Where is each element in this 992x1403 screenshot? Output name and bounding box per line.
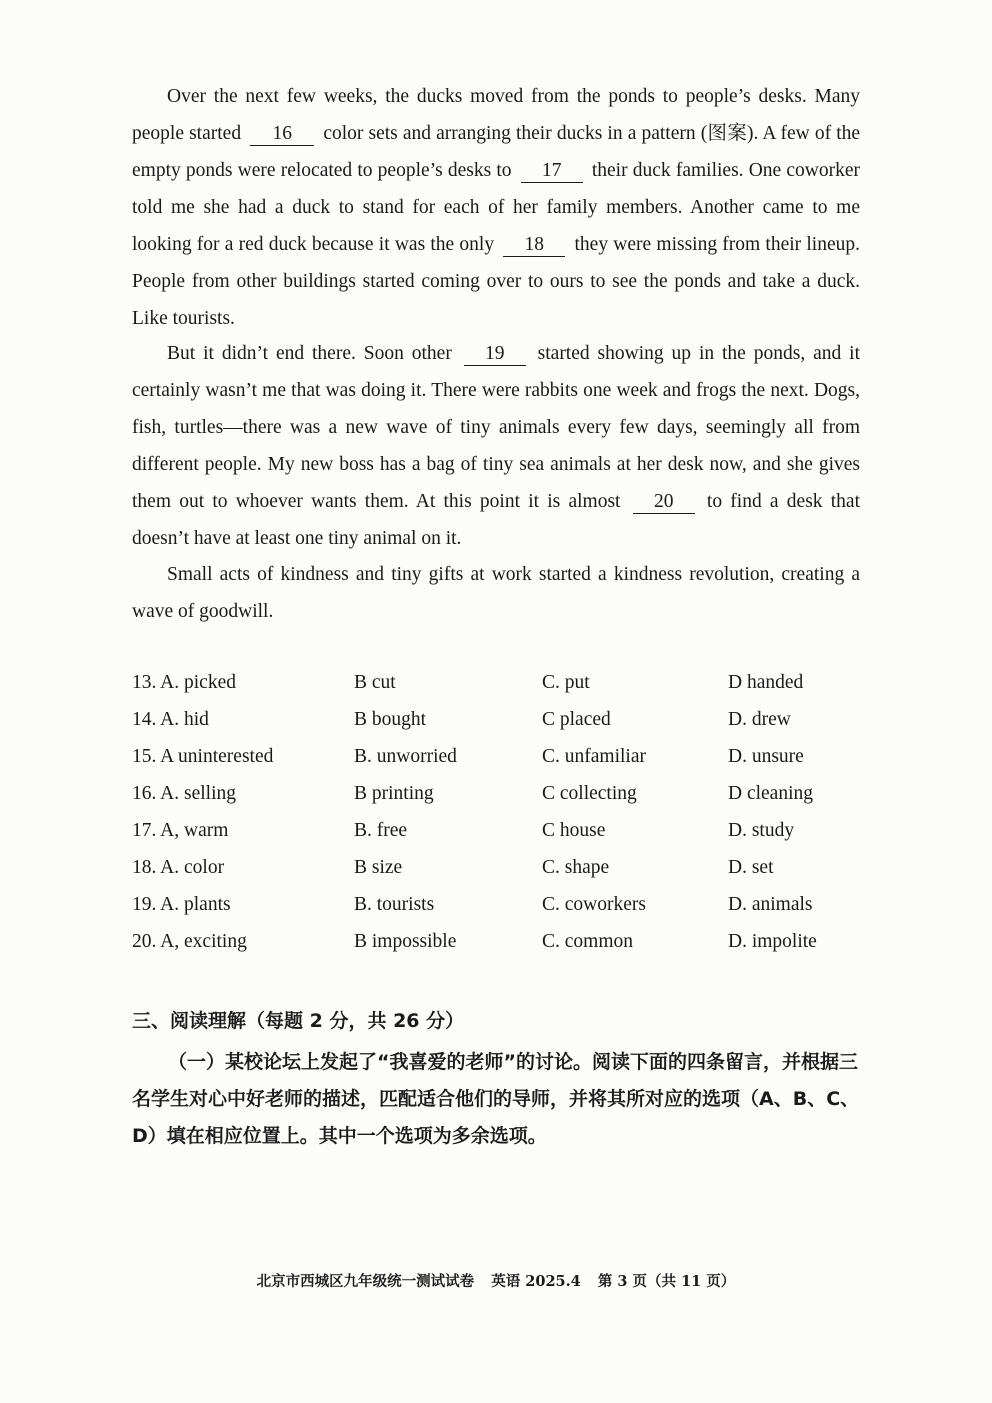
passage-text: to find a desk that doesn’t have at least one tiny animal on it.: [132, 491, 861, 549]
option-row-14: [132, 709, 872, 745]
blank-20: 20: [633, 491, 695, 514]
footer-exam-title: 北京市西城区九年级统一测试试卷: [256, 1273, 475, 1290]
option-d: D. set: [728, 857, 774, 878]
section-heading: 三、阅读理解（每题 2 分，共 26 分）: [132, 1010, 465, 1032]
option-b: B printing: [354, 783, 434, 804]
option-c: C. put: [542, 672, 590, 693]
option-b: B. free: [354, 820, 408, 841]
option-d: D handed: [728, 672, 804, 693]
option-a: 15. A uninterested: [132, 746, 274, 767]
footer-subject: 英语 2025.4: [491, 1273, 581, 1290]
blank-19: 19: [464, 343, 526, 366]
option-row-17: [132, 820, 872, 856]
option-row-16: [132, 783, 872, 819]
passage-text: Small acts of kindness and tiny gifts at work started a kindness revolution, creating a wave of goodwill.: [132, 564, 860, 622]
option-d: D cleaning: [728, 783, 814, 804]
option-b: B cut: [354, 672, 396, 693]
passage-text: color sets and arranging their ducks in a pattern (图案). A few of the empty ponds were relocated to people’s desks to: [132, 123, 861, 181]
page-footer: [0, 1270, 992, 1291]
option-row-20: [132, 931, 872, 967]
option-c: C. unfamiliar: [542, 746, 646, 767]
passage-text: started showing up in the ponds, and it certainly wasn’t me that was doing it. There were rabbits one week and frogs the next. Dogs, fish, turtles—there was a new wave of tiny animals every few days, seemingly all from different people. My new boss has a bag of tiny sea animals at her desk now, and she gives them out to whoever wants them. At this point it is almost: [132, 343, 861, 512]
option-c: C collecting: [542, 783, 637, 804]
option-c: C. shape: [542, 857, 610, 878]
option-d: D. animals: [728, 894, 813, 915]
option-c: C. coworkers: [542, 894, 646, 915]
option-c: C placed: [542, 709, 611, 730]
option-a: 14. A. hid: [132, 709, 209, 730]
option-row-15: [132, 746, 872, 782]
option-a: 16. A. selling: [132, 783, 237, 804]
option-row-18: [132, 857, 872, 893]
option-a: 20. A, exciting: [132, 931, 247, 952]
passage-paragraph-3: [132, 556, 860, 630]
option-a: 18. A. color: [132, 857, 225, 878]
option-row-19: [132, 894, 872, 930]
blank-17: 17: [521, 160, 583, 183]
passage-text: they were missing from their lineup. People from other buildings started coming over to ours to see the ponds and take a duck. Like tourists.: [132, 234, 860, 329]
footer-page-number: 第 3 页（共 11 页）: [597, 1273, 736, 1290]
option-d: D. impolite: [728, 931, 817, 952]
blank-18: 18: [503, 234, 565, 257]
option-b: B bought: [354, 709, 427, 730]
option-d: D. study: [728, 820, 795, 841]
option-d: D. unsure: [728, 746, 804, 767]
passage-paragraph-1: [132, 78, 860, 337]
passage-paragraph-2: [132, 335, 860, 557]
passage-text: But it didn’t end there. Soon other: [167, 343, 452, 364]
option-b: B impossible: [354, 931, 457, 952]
passage-text: their duck families. One coworker told me she had a duck to stand for each of her family members. Another came to me looking for a red duck because it was the only: [132, 160, 860, 255]
option-d: D. drew: [728, 709, 791, 730]
section-instructions: [132, 1044, 862, 1155]
option-b: B. unworried: [354, 746, 457, 767]
instructions-text: （一）某校论坛上发起了“我喜爱的老师”的讨论。阅读下面的四条留言，并根据三名学生对心中好老师的描述，匹配适合他们的导师，并将其所对应的选项（A、B、C、D）填在相应位置上。其中一个选项为多余选项。: [132, 1051, 860, 1147]
passage-text: Over the next few weeks, the ducks moved from the ponds to people’s desks. Many people started: [132, 86, 860, 144]
option-c: C. common: [542, 931, 633, 952]
option-b: B. tourists: [354, 894, 435, 915]
option-a: 17. A, warm: [132, 820, 229, 841]
option-a: 19. A. plants: [132, 894, 231, 915]
option-b: B size: [354, 857, 403, 878]
option-row-13: [132, 672, 872, 708]
option-c: C house: [542, 820, 606, 841]
blank-16: 16: [250, 123, 314, 146]
option-a: 13. A. picked: [132, 672, 236, 693]
